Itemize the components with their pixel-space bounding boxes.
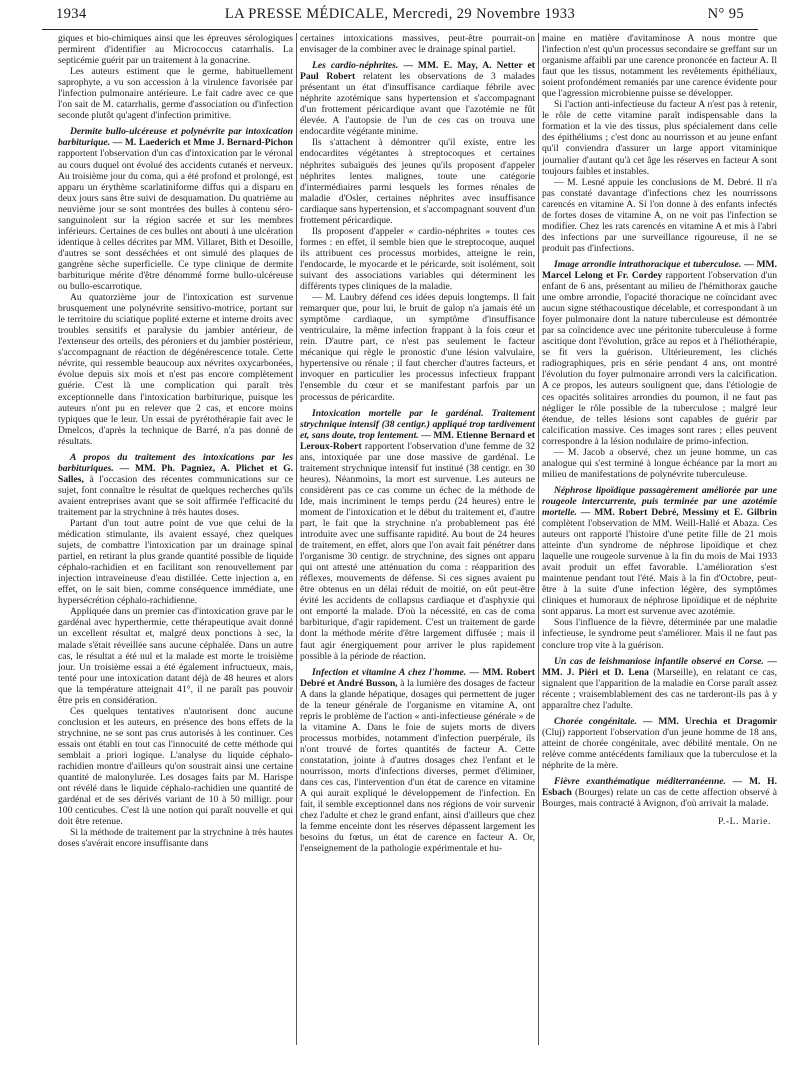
article-body: rapportent l'observation d'un enfant de 6 ans, présentant au milieu de l'hémithorax gauche une ombre arrondie, l'opacité thoracique ne coïncidant avec aucun signe stéthacoustique décelable, et correspondant à un foyer pulmonaire dont la nature tuberculeuse est démontrée par sa coïncidence avec une péritonite tuberculeuse à forme ascitique dont l'évolution, grâce au repos et à l'héliothérapie, se fit vers la guérison. Ultérieurement, les clichés radiographiques, pris en série pendant 4 ans, ont montré l'évolution du foyer pulmonaire arrondi vers la calcification. A ce propos, les auteurs soulignent que, dans l'étiologie de ces opacités solitaires arrondies du poumon, il ne faut pas négliger le rôle possible de la tuberculose ; malgré leur étendue, de telles lésions sont capables de guérir par calcification massive. Ces images sont rares ; elles peuvent correspondre à la lésion nodulaire de primo-infection.	[542, 269, 777, 447]
article-body: rapportent l'observation d'une femme de 32 ans, intoxiquée par une dose massive de gardénal. Le traitement strychnique intensif fut institué (38 centigr. en 30 heures). Néanmoins, la mort est survenue. Les auteurs ne considèrent pas ce cas comme un échec de la méthode de Ide, mais incriminent le temps perdu (24 heures) entre le moment de l'intoxication et le début du traitement et, d'autre part, le fait que la strychnine n'a probablement pas été introduite avec une suffisante rapidité. Au bout de 24 heures de traitement, en effet, alors que l'on avait fait pénétrer dans l'organisme 30 centigr. de strychnine, des signes ont apparu qui ont attesté une atténuation du coma : réapparition des réflexes, mouvements de défense. Si ces signes avaient pu être obtenus en un délai réduit de moitié, on eût peut-être évité les accidents de collapsus cardiaque et d'asphyxie qui ont emporté la malade. D'où la nécessité, en cas de coma barbiturique, d'agir rapidement. C'est un traitement de garde dont la méthode mérite d'être largement diffusée ; mais il faut agir énergiquement pour arriver le plus rapidement possible à la période de réaction.	[300, 440, 535, 662]
signature: P.-L. Marie.	[717, 816, 771, 828]
article-authors: — MM. Robert Debré, Messimy et E. Gilbrin	[580, 506, 777, 518]
column-divider	[538, 33, 539, 1045]
article-title: Fièvre exanthématique méditerranéenne.	[554, 776, 726, 788]
issue-number: N° 95	[707, 6, 744, 22]
article	[300, 667, 535, 855]
paragraph: Ils proposent d'appeler « cardio-néphrites » toutes ces formes : en effet, il semble bien que le streptocoque, auquel ils attribuent ces processus morbides, atteigne le rein, l'endocarde, le myocarde et le péricarde, soit isolément, soit suivant des associations variables qui déterminent les différents types cliniques de la maladie.	[300, 225, 535, 293]
column-divider	[296, 33, 297, 1045]
column-1	[58, 33, 293, 1045]
column-2	[300, 33, 535, 1045]
article-body: (Marseille), en relatant ce cas, signalent que l'apparition de la maladie en Corse paraît assez récente ; vraisemblablement des cas ne tarderont-ils pas à y apparaître chez l'adulte.	[542, 666, 777, 711]
paragraph: — M. Lesné appuie les conclusions de M. Debré. Il n'a pas constaté davantage d'infections chez les nourrissons carencés en vitamine A. Si l'on donne à des enfants infectés de fortes doses de vitamine A, on ne voit pas l'infection se modifier. Chez les rats carencés en vitamine A et mis à l'abri des infections par une surveillance rigoureuse, il ne se produit pas d'infections.	[542, 176, 777, 254]
article-authors: — MM. Robert Debré et André Busson,	[300, 666, 535, 689]
header-rule	[42, 29, 758, 30]
paragraph: — M. Jacob a observé, chez un jeune homme, un cas analogue qui s'est terminé à longue échéance par la mort au milieu de manifestations de polynévrite tuberculeuse.	[542, 446, 777, 480]
article	[300, 60, 535, 137]
article-authors: — MM. E. May, A. Netter et Paul Robert	[300, 60, 535, 83]
paragraph: certaines intoxications massives, peut-être pourrait-on envisager de la combiner avec le drainage spinal partiel.	[300, 33, 535, 56]
article-title: Un cas de leishmaniose infantile observé en Corse.	[554, 655, 764, 667]
paragraph: Si l'action anti-infectieuse du facteur A n'est pas à retenir, le rôle de cette vitamine paraît indispensable dans la formation et la vie des tissus, plus spécialement dans celle des épithéliums ; c'est donc au nourrisson et au jeune enfant qu'il conviendra d'assurer un large apport vitaminique journalier d'autant qu'à cet âge les réserves en facteur A sont toujours faibles et instables.	[542, 99, 777, 177]
article-title: Les cardio-néphrites.	[312, 60, 399, 72]
article-authors: — MM. Urechia et Dragomir	[642, 715, 777, 727]
article	[542, 656, 777, 711]
article-title: A propos du traitement des intoxications par les barbituriques.	[58, 451, 293, 474]
article-body: à l'occasion des récentes communications sur ce sujet, font connaître le résultat de quelques recherches qu'ils avaient entreprises avant que se soit affirmée l'efficacité du traitement par la strychnine à très hautes doses.	[58, 473, 293, 518]
article-title: Intoxication mortelle par le gardénal. Traitement strychnique intensif (38 centigr.) appliqué trop tardivement et, sans doute, trop lentement.	[300, 407, 535, 441]
paragraph: Appliquée dans un premier cas d'intoxication grave par le gardénal avec hyperthermie, cette thérapeutique avait donné un excellent résultat et, malgré deux ponctions à sec, la malade s'était réveillée sans aucune céphalée. Dans un autre cas, le résultat a été nul et la malade est morte le troisième jour. Un troisième essai a été également infructueux, mais, tenté pour une intoxication datant déjà de 48 heures et alors que la température atteignait 41°, il ne paraît pas pouvoir être pris en considération.	[58, 606, 293, 706]
article-authors: — MM. J. Piéri et D. Lena	[542, 655, 777, 678]
article-title: Néphrose lipoïdique passagèrement améliorée par une rougeole intercurrente, puis terminée par une azotémie mortelle.	[542, 484, 777, 518]
paragraph: giques et bio-chimiques ainsi que les épreuves sérologiques permirent d'identifier au Micrococcus catarrhalis. La septicémie guérit par un traitement à la gonacrine.	[58, 33, 293, 67]
paragraph: Ils s'attachent à démontrer qu'il existe, entre les endocardites végétantes à streptocoques et certaines néphrites subaiguës des jeunes qu'ils proposent d'appeler néphrites lentes malignes, toute une catégorie d'intermédiaires parmi lesquels les formes rénales de maladie d'Osler, certaines néphrites avec insuffisance cardiaque sans hypertension, et s'accompagnant souvent d'un frottement péricardique.	[300, 137, 535, 226]
article	[542, 716, 777, 771]
article	[542, 776, 777, 809]
article-body: rapportent l'observation d'un cas d'intoxication par le véronal au cours duquel ont évolué des accidents cutanés et nerveux. Au troisième jour du coma, qui a été profond et prolongé, est apparu un érythème scarlatiniforme diffus qui a disparu en deux jours sans être suivi de desquamation. Du quatrième au neuvième jour se sont montrées des bulles à contenu séro-sanguinolent sur la région sacrée et sur les membres inférieurs. Certaines de ces bulles ont abouti à une ulcération identique à celles décrites par MM. Villaret, Bith et Desoille, d'autres se sont desséchées et ont simulé des plaques de gangrène sèche superficielle. Ce type clinique de dermite barbiturique mérite d'être dénommé forme bullo-ulcéreuse ou bullo-escarrotique.	[58, 148, 293, 293]
article-title: Chorée congénitale.	[554, 715, 637, 727]
article-authors: — M. Laederich et Mme J. Bernard-Pichon	[112, 137, 293, 149]
article-title: Image arrondie intrathoracique et tuberculose.	[554, 258, 742, 270]
paragraph: maine en matière d'avitaminose A nous montre que l'infection n'est qu'un processus secondaire se greffant sur un organisme affaibli par une carence prononcée en facteur A. Il faut que les tissus, notamment les revêtements épithéliaux, soient profondément remaniés par une carence évidente pour que l'agression microbienne puisse se développer.	[542, 33, 777, 100]
column-3	[542, 33, 777, 1045]
article-body: (Cluj) rapportent l'observation d'un jeune homme de 18 ans, atteint de chorée congénitale, avec débilité mentale. On ne relève comme antécédents familiaux que la tuberculose et la néphrite de la mère.	[542, 726, 777, 771]
paragraph: Ces quelques tentatives n'autorisent donc aucune conclusion et les auteurs, en présence des bons effets de la strychnine, ne se sont pas crus autorisés à les continuer. Ces essais ont établi en tout cas l'innocuité de cette méthode qui semblait a priori logique. L'analyse du liquide céphalo-rachidien montre d'ailleurs qu'on soustrait ainsi une certaine quantité de malonylurée. Les dosages faits par M. Harispe ont révélé dans le liquide céphalo-rachidien une quantité de gardénal et de ses dérivés variant de 10 à 50 milligr. pour 100 centicubes. C'est là une notion qui paraît nouvelle et qui doit être retenue.	[58, 705, 293, 828]
article-authors: — M. H. Esbach	[542, 776, 777, 799]
paragraph: Si la méthode de traitement par la strychnine à très hautes doses s'avérait encore insuffisante dans	[58, 827, 293, 850]
article-title: Infection et vitamine A chez l'homme.	[312, 666, 467, 678]
paragraph: Partant d'un tout autre point de vue que celui de la médication stimulante, ils avaient essayé, chez quelques sujets, de combattre l'intoxication par un drainage spinal partiel, en retirant la plus grande quantité possible de liquide céphalo-rachidien et en facilitant son renouvellement par injection intraveineuse d'eau distillée. Cette injection a, en effet, on le sait bien, comme conséquence immédiate, une hypersécrétion céphalo-rachidienne.	[58, 518, 293, 607]
article	[542, 485, 777, 618]
article	[300, 408, 535, 662]
article	[58, 126, 293, 292]
paragraph: Sous l'influence de la fièvre, déterminée par une maladie infectieuse, le syndrome peut s'améliorer. Mais il ne faut pas conclure trop vite à la guérison.	[542, 617, 777, 651]
article	[58, 452, 293, 518]
article-body: (Bourges) relate un cas de cette affection observé à Bourges, mais contracté à Avignon, d'où arrivait la malade.	[542, 787, 777, 810]
article	[542, 259, 777, 447]
article-authors: — MM. Ph. Pagniez, A. Plichet et G. Salles,	[58, 462, 293, 485]
article-body: à la lumière des dosages de facteur A dans la glande hépatique, dosages qui permettent de juger de la teneur générale de l'organisme en vitamine A, ont repris le problème de l'action « anti-infectieuse générale » de la vitamine A. Dans le foie de sujets morts de divers processus morbides, notamment d'infection puerpérale, ils n'ont trouvé de fortes quantités de facteur A. Cette constatation, jointe à d'autres dosages chez l'enfant et le nourrisson, morts d'infections diverses, permet d'éliminer, dans ces cas, l'intervention d'un état de carence en vitamine A qui aurait expliqué le développement de l'infection. En fait, il semble exceptionnel dans nos régions de voir survenir chez l'adulte et chez le grand enfant, ainsi d'ailleurs que chez la femme enceinte dont les réserves dépassent largement les besoins du fœtus, un état de carence en facteur A. Or, l'enseignement de la pathologie expérimentale et hu-	[300, 677, 535, 855]
article-title: Dermite bullo-ulcéreuse et polynévrite par intoxication barbiturique.	[58, 126, 293, 149]
paragraph: — M. Laubry défend ces idées depuis longtemps. Il fait remarquer que, pour lui, le bruit de galop n'a jamais été un symptôme cardiaque, un symptôme d'insuffisance ventriculaire, la même infection frappant à la fois cœur et rein. D'autre part, ce n'est pas seulement le facteur mécanique qui règle le pronostic d'une lésion valvulaire, hypertensive ou rénale ; il faut chercher d'autres facteurs, et invoquer en particulier les processus infectieux frappant l'ensemble du cœur et se manifestant parfois par un processus de péricardite.	[300, 292, 535, 403]
page-number: 1934	[56, 6, 87, 22]
article-body: complètent l'observation de MM. Weill-Hallé et Abaza. Ces auteurs ont rapporté l'histoire d'une petite fille de 21 mois atteinte d'un syndrome de néphrose lipoïdique et chez laquelle une rougeole survenue à la fin du mois de Mai 1933 avait produit un effet favorable. L'amélioration s'est maintenue pendant tout l'été. Mais à la fin d'Octobre, peut-être à la suite d'une infection légère, des symptômes cliniques et humoraux de néphrose lipoïdique et de néphrite sont apparus. La mort est survenue avec azotémie.	[542, 518, 777, 618]
article-authors: — MM. Marcel Lelong et Fr. Cordey	[542, 258, 777, 281]
article-authors: — MM. Etienne Bernard et Leroux-Robert	[300, 429, 535, 452]
journal-title: LA PRESSE MÉDICALE, Mercredi, 29 Novembre 1933	[224, 6, 576, 22]
article-body: relatent les observations de 3 malades présentant un état d'insuffisance cardiaque fébrile avec néphrite azotémique sans hypertension et s'accompagnant d'un frottement péricardique avant que l'azotémie ne fût élevée. A l'autopsie de l'un de ces cas on trouva une endocardite végétante minime.	[300, 71, 535, 138]
paragraph: Les auteurs estiment que le germe, habituellement saprophyte, a vu son accession à la virulence favorisée par l'infection pulmonaire antérieure. Le fait cadre avec ce que l'on sait de M. catarrhalis, germe d'association ou d'infection seconde plutôt qu'agent d'infection primitive.	[58, 66, 293, 122]
paragraph: Au quatorzième jour de l'intoxication est survenue brusquement une polynévrite sensitivo-motrice, portant sur le territoire du sciatique poplité externe et interne droits avec troubles sensitifs et paralysie du jambier antérieur, de l'extenseur des orteils, des péroniers et du jambier postérieur, s'accompagnant de réaction de dégénérescence totale. Cette névrite, qui ressemble beaucoup aux névrites oxycarbonées, évolue depuis six mois et n'est pas encore complètement guérie. C'est là une complication qui paraît très exceptionnelle dans l'intoxication barbiturique, puisque les auteurs n'ont pu en relever que 2 cas, et encore moins typiques que le leur. Un essai de pyrétothérapie fait avec le Dmelcos, d'après la technique de Barré, n'a pas donné de résultats.	[58, 292, 293, 447]
